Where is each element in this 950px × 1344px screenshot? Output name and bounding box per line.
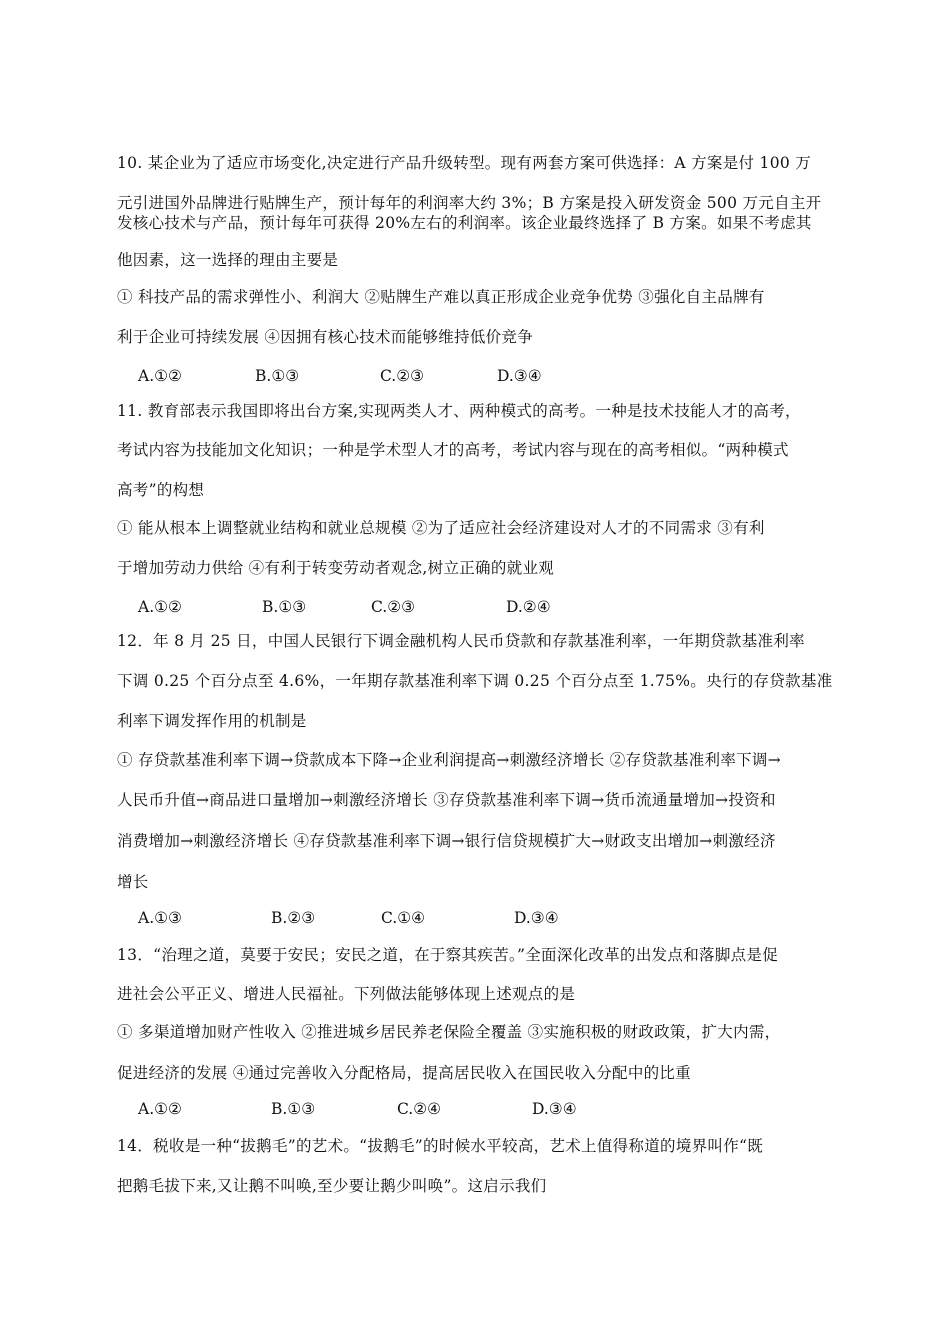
question-11-line-1: 11. 教育部表示我国即将出台方案,实现两类人才、两种模式的高考。一种是技术技能人才的高考， bbox=[117, 402, 801, 420]
question-13-option-c: C.②④ bbox=[397, 1100, 442, 1118]
question-12-line-3: 利率下调发挥作用的机制是 bbox=[117, 712, 307, 730]
question-13-option-d: D.③④ bbox=[532, 1100, 577, 1118]
question-10-line-1: 10. 某企业为了适应市场变化,决定进行产品升级转型。现有两套方案可供选择：A 方案是付 100 万 bbox=[117, 154, 812, 172]
question-12-option-d: D.③④ bbox=[514, 909, 559, 927]
question-13-line-4: 促进经济的发展 ④通过完善收入分配格局，提高居民收入在国民收入分配中的比重 bbox=[117, 1064, 692, 1082]
question-10-line-4: 他因素，这一选择的理由主要是 bbox=[117, 251, 339, 269]
question-11-option-b: B.①③ bbox=[262, 598, 307, 616]
question-10-option-b: B.①③ bbox=[255, 367, 300, 385]
question-10-option-a: A.①② bbox=[138, 367, 182, 385]
question-11-option-c: C.②③ bbox=[371, 598, 416, 616]
question-11-line-2: 考试内容为技能加文化知识；一种是学术型人才的高考，考试内容与现在的高考相似。“两种模式 bbox=[117, 441, 789, 459]
question-10-option-d: D.③④ bbox=[497, 367, 542, 385]
question-13-line-1: 13．“治理之道，莫要于安民；安民之道，在于察其疾苦。”全面深化改革的出发点和落脚点是促 bbox=[117, 946, 779, 964]
question-12-line-7: 增长 bbox=[117, 873, 149, 891]
question-10-line-2: 元引进国外品牌进行贴牌生产，预计每年的利润率大约 3%；B 方案是投入研发资金 500 万元自主开 bbox=[117, 194, 822, 212]
question-12-line-6: 消费增加→刺激经济增长 ④存贷款基准利率下调→银行信贷规模扩大→财政支出增加→刺激经济 bbox=[117, 832, 776, 850]
question-10-line-6: 利于企业可持续发展 ④因拥有核心技术而能够维持低价竞争 bbox=[117, 328, 534, 346]
question-11-line-4: ① 能从根本上调整就业结构和就业总规模 ②为了适应社会经济建设对人才的不同需求 ③有利 bbox=[117, 519, 765, 537]
question-12-option-b: B.②③ bbox=[271, 909, 316, 927]
question-13-option-b: B.①③ bbox=[271, 1100, 316, 1118]
question-12-line-1: 12．年 8 月 25 日，中国人民银行下调金融机构人民币贷款和存款基准利率，一年期贷款基准利率 bbox=[117, 632, 805, 650]
question-10-line-3: 发核心技术与产品，预计每年可获得 20%左右的利润率。该企业最终选择了 B 方案。如果不考虑其 bbox=[117, 214, 812, 232]
question-12-option-c: C.①④ bbox=[381, 909, 426, 927]
question-11-line-5: 于增加劳动力供给 ④有利于转变劳动者观念,树立正确的就业观 bbox=[117, 559, 555, 577]
question-11-option-d: D.②④ bbox=[506, 598, 551, 616]
question-12-line-2: 下调 0.25 个百分点至 4.6%，一年期存款基准利率下调 0.25 个百分点至 1.75%。央行的存贷款基准 bbox=[117, 672, 833, 690]
question-11-option-a: A.①② bbox=[138, 598, 182, 616]
question-13-line-3: ① 多渠道增加财产性收入 ②推进城乡居民养老保险全覆盖 ③实施积极的财政政策，扩大内需， bbox=[117, 1023, 781, 1041]
question-13-option-a: A.①② bbox=[138, 1100, 182, 1118]
question-11-line-3: 高考”的构想 bbox=[117, 481, 205, 499]
question-10-option-c: C.②③ bbox=[380, 367, 425, 385]
question-14-line-2: 把鹅毛拔下来,又让鹅不叫唤,至少要让鹅少叫唤”。这启示我们 bbox=[117, 1177, 547, 1195]
question-12-line-5: 人民币升值→商品进口量增加→刺激经济增长 ③存贷款基准利率下调→货币流通量增加→投资和 bbox=[117, 791, 776, 809]
question-10-line-5: ① 科技产品的需求弹性小、利润大 ②贴牌生产难以真正形成企业竞争优势 ③强化自主品牌有 bbox=[117, 288, 765, 306]
question-13-line-2: 进社会公平正义、增进人民福祉。下列做法能够体现上述观点的是 bbox=[117, 985, 576, 1003]
question-14-line-1: 14．税收是一种“拔鹅毛”的艺术。“拔鹅毛”的时候水平较高，艺术上值得称道的境界叫作“既 bbox=[117, 1137, 764, 1155]
question-12-line-4: ① 存贷款基准利率下调→贷款成本下降→企业利润提高→刺激经济增长 ②存贷款基准利率下调→ bbox=[117, 751, 782, 769]
question-12-option-a: A.①③ bbox=[138, 909, 182, 927]
